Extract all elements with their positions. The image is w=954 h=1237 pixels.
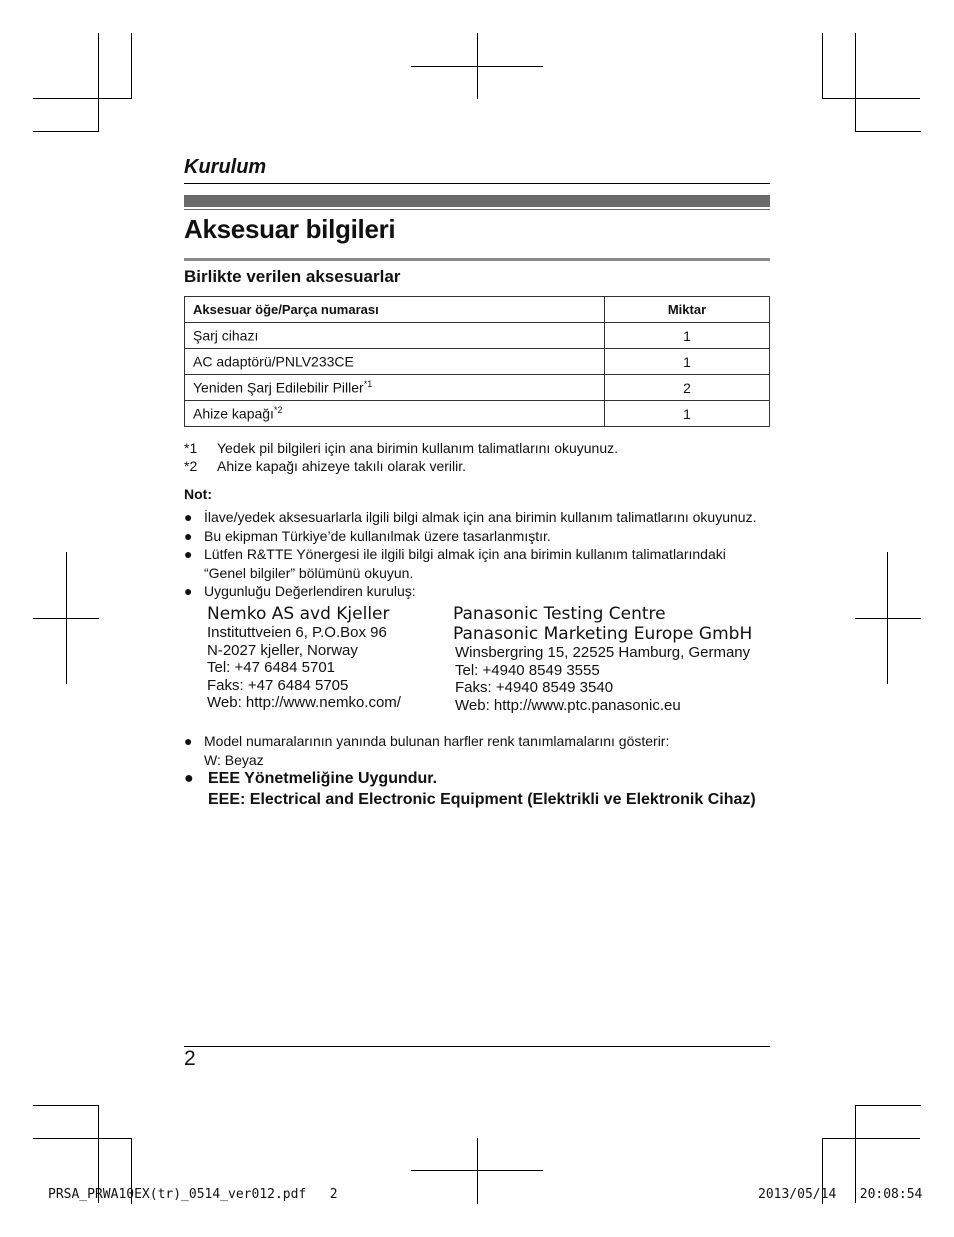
section-label: Kurulum (184, 156, 267, 178)
panasonic-address: Winsbergring 15, 22525 Hamburg, Germany (455, 644, 751, 661)
footnote: *1 Yedek pil bilgileri için ana birimin kullanım talimatlarını okuyunuz. (184, 440, 619, 456)
panasonic-name-1: Panasonic Testing Centre (453, 604, 666, 624)
nemko-city: N-2027 kjeller, Norway (207, 641, 358, 659)
quantity-cell: 1 (605, 323, 770, 349)
nemko-name: Nemko AS avd Kjeller (207, 604, 390, 624)
accessories-table (184, 296, 770, 427)
panasonic-phone: Tel: +4940 8549 3555 (455, 661, 600, 679)
item-cell: Ahize kapağı$^{*2}$ (185, 401, 605, 427)
title-bar (184, 195, 770, 207)
supplied-heading: Birlikte verilen aksesuarlar (184, 267, 401, 286)
nemko-block (207, 604, 401, 712)
print-file-label: PRSA_PRWA10EX(tr)_0514_ver012.pdf 2 (48, 1187, 338, 1202)
table-row (185, 401, 770, 427)
nemko-phone: Tel: +47 6484 5701 (207, 659, 336, 676)
table-header-row (185, 297, 770, 323)
title-bar-underline (184, 209, 770, 210)
table-row (185, 323, 770, 349)
quantity-cell: 1 (605, 349, 770, 375)
page-number: 2 (184, 1047, 196, 1070)
footnote: *2 Ahize kapağı ahizeye takılı olarak verilir. (184, 458, 467, 474)
column-header-item: Aksesuar öğe/Parça numarası (185, 297, 605, 323)
column-header-quantity: Miktar (605, 297, 770, 323)
notes-heading: Not: (184, 486, 212, 502)
item-cell: AC adaptörü/PNLV233CE (185, 349, 605, 375)
nemko-web: Web: http://www.nemko.com/ (207, 694, 401, 711)
print-timestamp: 2013/05/14 20:08:54 (758, 1187, 923, 1202)
eee-definition: EEE: Electrical and Electronic Equipment (Elektrikli ve Elektronik Cihaz) (208, 791, 756, 808)
bullet-icon: ● (184, 770, 194, 787)
table-row (185, 375, 770, 401)
bullet-icon: ● (184, 733, 193, 749)
quantity-cell: 2 (605, 375, 770, 401)
panasonic-fax: Faks: +4940 8549 3540 (455, 679, 614, 696)
page-title: Aksesuar bilgileri (184, 214, 396, 244)
bullet-icon: ● (184, 546, 193, 562)
bullet-icon: ● (184, 528, 193, 544)
quantity-cell: 1 (605, 401, 770, 427)
nemko-address: Instituttveien 6, P.O.Box 96 (207, 624, 387, 641)
table-row (185, 349, 770, 375)
item-cell: Şarj cihazı (185, 323, 605, 349)
nemko-fax: Faks: +47 6484 5705 (207, 676, 349, 694)
bullet-icon: ● (184, 583, 193, 599)
panasonic-name-2: Panasonic Marketing Europe GmbH (453, 624, 753, 644)
panasonic-block (453, 604, 752, 714)
panasonic-web: Web: http://www.ptc.panasonic.eu (455, 696, 681, 714)
section-rule (184, 183, 770, 184)
item-cell: Yeniden Şarj Edilebilir Piller$^{*1}$ (185, 375, 605, 401)
eee-compliance: ● EEE Yönetmeliğine Uygundur. (184, 770, 438, 787)
title-rule (184, 258, 770, 261)
footer-rule (184, 1046, 770, 1047)
bullet-icon: ● (184, 509, 193, 525)
